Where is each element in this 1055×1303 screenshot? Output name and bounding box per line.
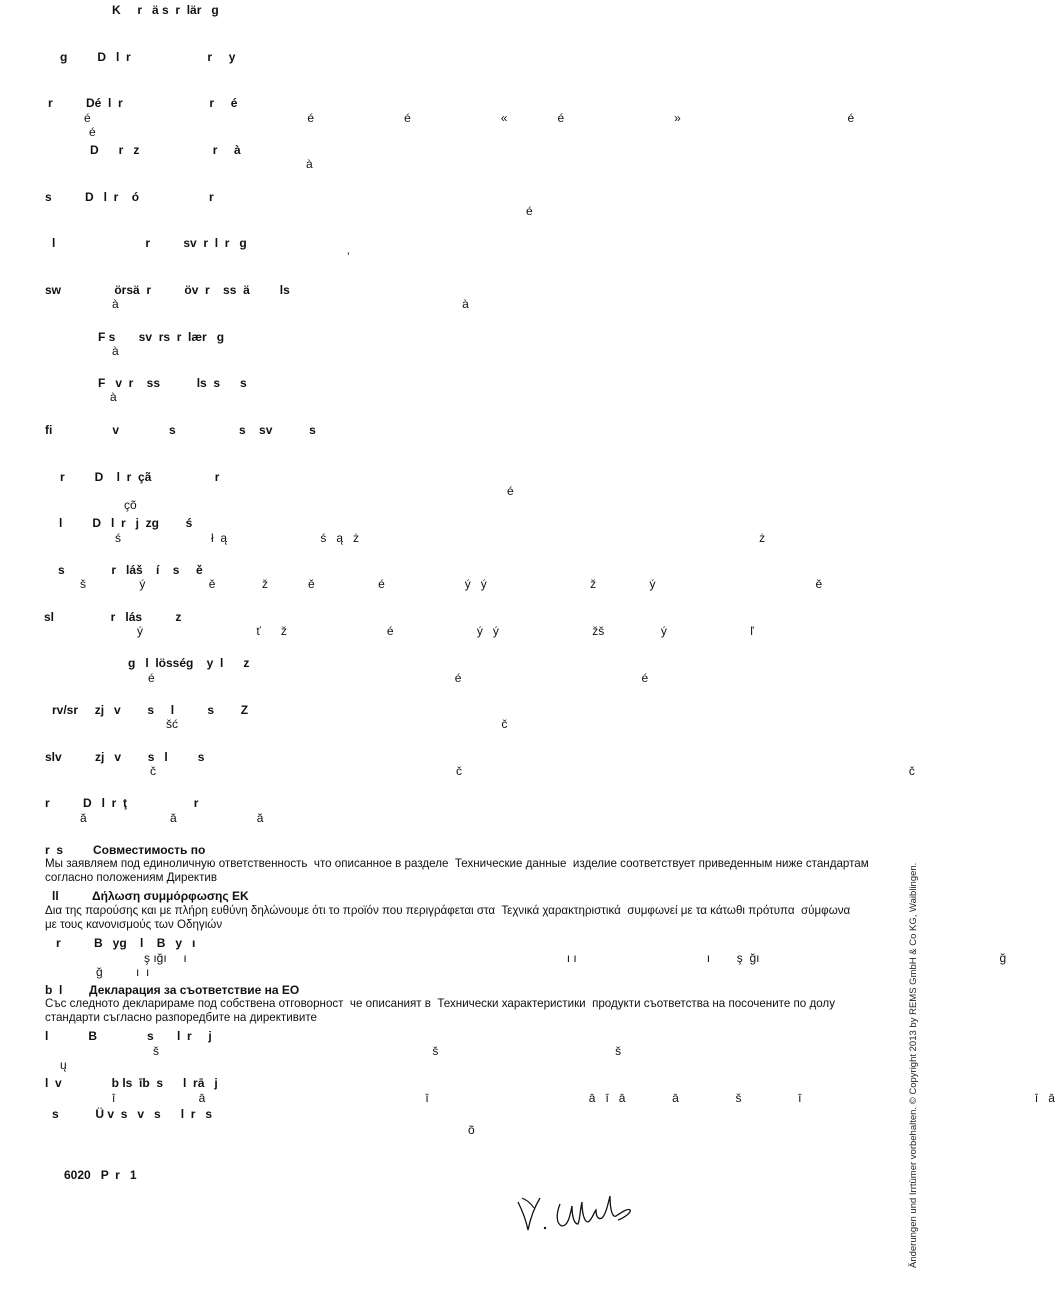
body-sv: à à <box>112 297 469 311</box>
heading-ro: r D l r ţ r <box>45 796 199 810</box>
body-cs: š ý ě ž ě é ý ý ž ý ě <box>80 577 823 591</box>
body-hr: šć č <box>166 717 508 731</box>
heading-el: ll Δήλωση συμμόρφωσης ΕΚ <box>52 889 249 903</box>
heading-sv: sw örsä r öv r ss ä ls <box>45 283 290 297</box>
body-sl: č č č <box>150 764 915 778</box>
copyright-sidebar: Änderungen und Irrtümer vorbehalten. © Copyright 2013 by REMS GmbH & Co KG, Waiblingen. <box>908 862 919 1268</box>
heading-pt: r D l r çã r <box>60 470 220 484</box>
body-sk: ý ť ž é ý ý žš ý ľ <box>137 624 754 638</box>
heading-et: s Ü v s v s l r s <box>52 1107 213 1121</box>
body-ro: ă ă ă <box>80 811 264 825</box>
heading-sk: sl r lás z <box>44 610 182 624</box>
heading-it: D r z r à <box>90 143 241 157</box>
body-pt-1: é <box>507 484 514 498</box>
body-hu: é é é <box>148 671 649 685</box>
heading-es: s D l r ó r <box>45 190 214 204</box>
body-et: õ <box>468 1123 475 1137</box>
body-fr-1: é é é « é » é <box>84 111 855 125</box>
body-nl: ’ <box>347 250 350 264</box>
heading-ru: r s Совместимость по <box>45 843 206 857</box>
body-pt-2: çõ <box>124 498 137 512</box>
body-ru-2: согласно положениям Директив <box>45 871 218 884</box>
body-da: à <box>110 390 117 404</box>
heading-cs: s r láš í s ě <box>58 563 203 577</box>
heading-de: K r ä s r lär g <box>112 3 219 17</box>
signature-image <box>512 1190 636 1238</box>
heading-hu: g l lösség y l z <box>128 656 250 670</box>
heading-lt: l B s l r j <box>45 1029 212 1043</box>
heading-da: F v r ss ls s s <box>98 376 247 390</box>
body-it: à <box>306 157 313 171</box>
heading-pl: l D l r j zg ś <box>59 516 193 530</box>
body-bg-1: Със следното декларираме под собствена отговорност че описаният в Технически характеристики продукти съответства на посочените по долу <box>45 997 835 1010</box>
body-ru-1: Мы заявляем под единоличную ответственность что описанное в разделе Технические данные изделие соответствует приведенным ниже стандартам <box>45 857 869 870</box>
heading-bg: b l Декларация за съответствие на ЕО <box>45 983 300 997</box>
body-lt-1: š š š <box>153 1044 622 1058</box>
heading-fr: r Dé l r r é <box>48 96 238 110</box>
heading-fi: fi v s s sv s <box>45 423 316 437</box>
signatory-label: 6020 P r 1 <box>64 1168 137 1182</box>
heading-sl: slv zj v s l s <box>45 750 205 764</box>
body-es: é <box>526 204 533 218</box>
body-bg-2: стандарти съгласно разпоредбите на директивите <box>45 1011 317 1024</box>
body-pl: ś ł ą ś ą ż ż <box>115 531 766 545</box>
heading-no: F s sv rs r lær g <box>98 330 225 344</box>
body-el-1: Δια της παρούσης και με πλήρη ευθύνη δηλώνουμε ότι το προϊόν που περιγράφεται στα Τεχνικά χαρακτηριστικά συμφωνεί με τα κάτωθι πρότυπα σύμφωνα <box>45 904 851 917</box>
body-no: à <box>112 344 119 358</box>
body-el-2: με τους κανονισμούς των Οδηγιών <box>45 918 223 931</box>
heading-tr: r B yg l B y ı <box>56 936 196 950</box>
heading-en: g D l r r y <box>60 50 236 64</box>
heading-hr: rv/sr zj v s l s Z <box>52 703 249 717</box>
heading-nl: l r sv r l r g <box>52 236 247 250</box>
body-tr-1: ş ığı ı ı ı ı ş ğı ğ <box>144 951 1007 965</box>
body-tr-2: ğ ı ı <box>96 965 150 979</box>
body-lv: ī ā ī ā ī ā ā š ī ī ā <box>112 1091 1055 1105</box>
body-lt-2: ų <box>60 1058 67 1072</box>
body-fr-2: é <box>89 125 96 139</box>
heading-lv: l v b ls īb s l rā j <box>45 1076 218 1090</box>
